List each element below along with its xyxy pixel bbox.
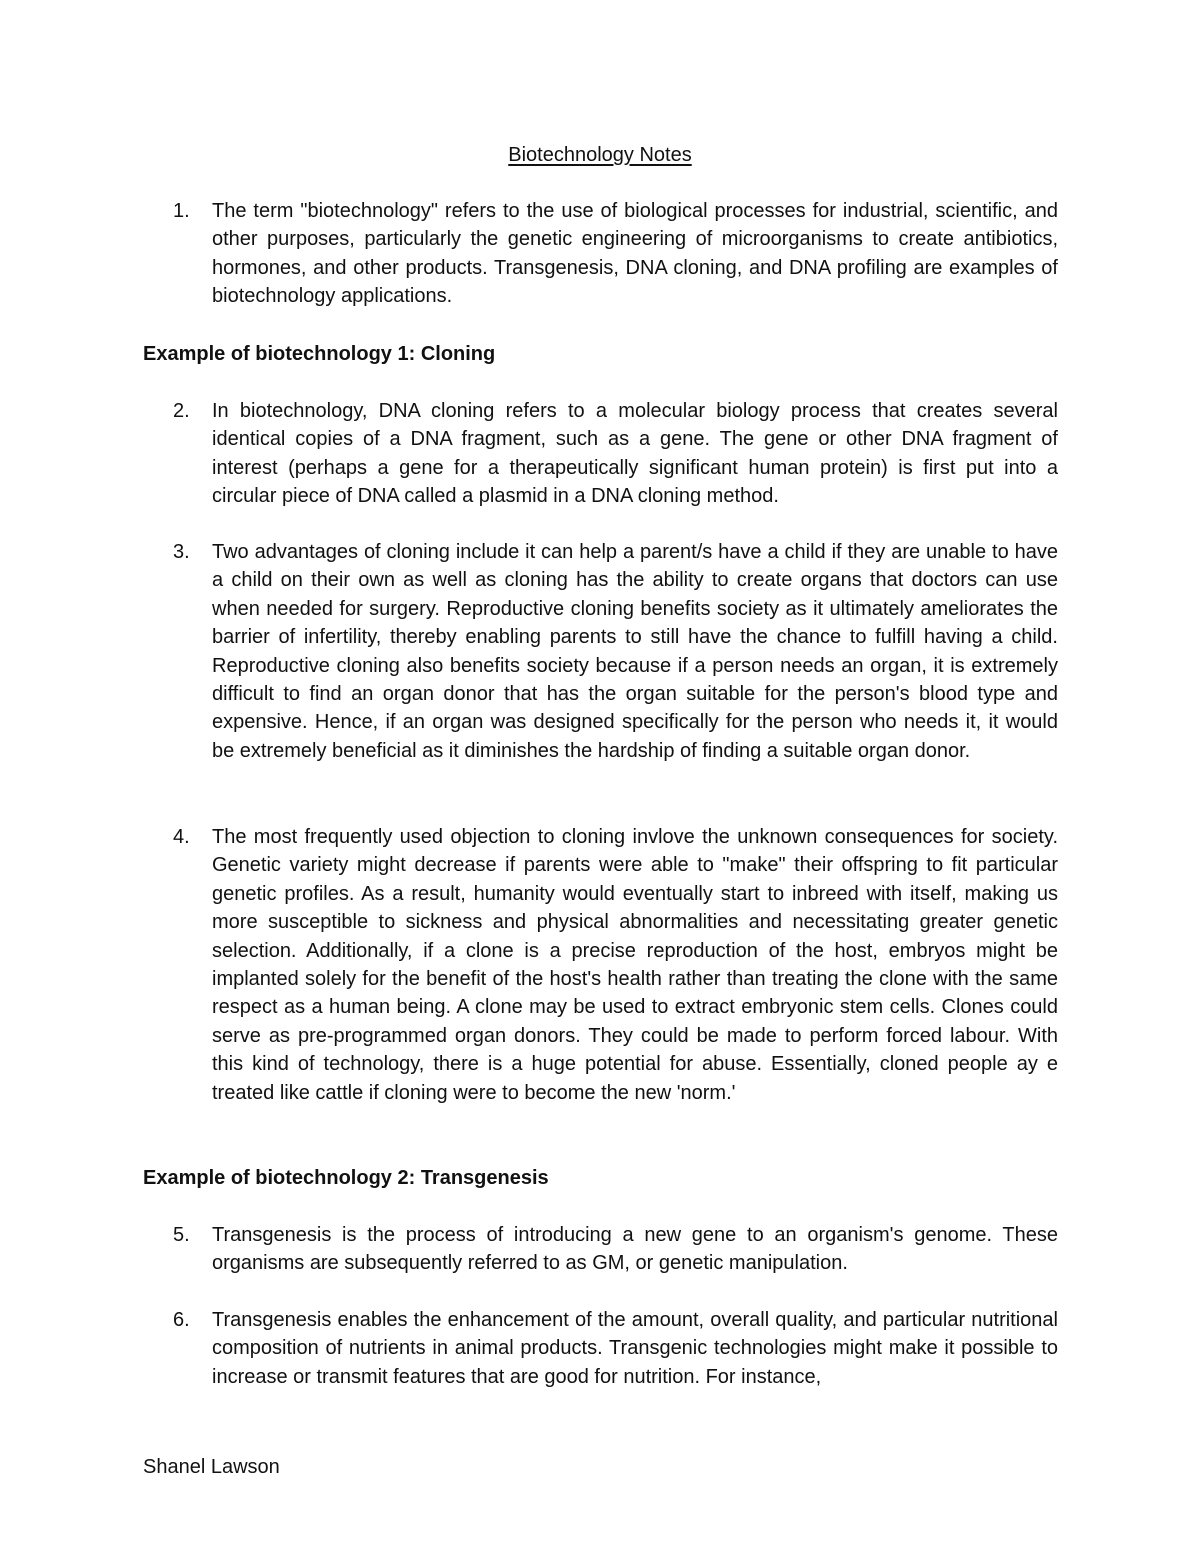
list-item-text: In biotechnology, DNA cloning refers to a molecular biology process that creates several identical copies of a DNA fragment, such as a gene. The gene or other DNA fragment of interest (perhaps a gene for a therapeutically significant human protein) is first put into a circular piece of DNA called a plasmid in a DNA cloning method. — [212, 400, 1058, 508]
list-item-text: Transgenesis is the process of introducing a new gene to an organism's genome. These organisms are subsequently referred to as GM, or genetic manipulation. — [212, 1224, 1058, 1275]
list-item-number: 2. — [173, 400, 190, 422]
footer-author: Shanel Lawson — [143, 1456, 280, 1478]
list-item-number: 5. — [173, 1224, 190, 1246]
document-title: Biotechnology Notes — [508, 144, 692, 166]
list-item-text: The term "biotechnology" refers to the use of biological processes for industrial, scientific, and other purposes, particularly the genetic engineering of microorganisms to create antibiotics, hormones, and other products. Transgenesis, DNA cloning, and DNA profiling are examples of biotechnology applications. — [212, 200, 1058, 308]
section-heading-transgenesis: Example of biotechnology 2: Transgenesis — [143, 1167, 549, 1189]
list-item-number: 6. — [173, 1309, 190, 1331]
list-item — [143, 197, 1058, 311]
list-item-number: 3. — [173, 541, 190, 563]
list-item-text: Transgenesis enables the enhancement of the amount, overall quality, and particular nutritional composition of nutrients in animal products. Transgenic technologies might make it possible to increase or transmit features that are good for nutrition. For instance, — [212, 1309, 1058, 1388]
list-item — [143, 397, 1058, 511]
section-heading-cloning: Example of biotechnology 1: Cloning — [143, 343, 496, 365]
list-item-text: The most frequently used objection to cloning invlove the unknown consequences for society. Genetic variety might decrease if parents were able to "make" their offspring to fit particular genetic profiles. As a result, humanity would eventually start to inbreed with itself, making us more susceptible to sickness and physical abnormalities and necessitating greater genetic selection. Additionally, if a clone is a precise reproduction of the host, embryos might be implanted solely for the benefit of the host's health rather than treating the clone with the same respect as a human being. A clone may be used to extract embryonic stem cells. Clones could serve as pre-programmed organ donors. They could be made to perform forced labour. With this kind of technology, there is a huge potential for abuse. Essentially, cloned people ay e treated like cattle if cloning were to become the new 'norm.' — [212, 826, 1058, 1104]
list-item-number: 4. — [173, 826, 190, 848]
list-item-number: 1. — [173, 200, 190, 222]
list-item — [143, 1306, 1058, 1391]
list-item — [143, 1221, 1058, 1278]
list-item-text: Two advantages of cloning include it can help a parent/s have a child if they are unable to have a child on their own as well as cloning has the ability to create organs that doctors can use when needed for surgery. Reproductive cloning benefits society as it ultimately ameliorates the barrier of infertility, thereby enabling parents to still have the chance to fulfill having a child. Reproductive cloning also benefits society because if a person needs an organ, it is extremely difficult to find an organ donor that has the organ suitable for the person's blood type and expensive. Hence, if an organ was designed specifically for the person who needs it, it would be extremely beneficial as it diminishes the hardship of finding a suitable organ donor. — [212, 541, 1058, 762]
list-item — [143, 538, 1058, 765]
list-item — [143, 823, 1058, 1107]
